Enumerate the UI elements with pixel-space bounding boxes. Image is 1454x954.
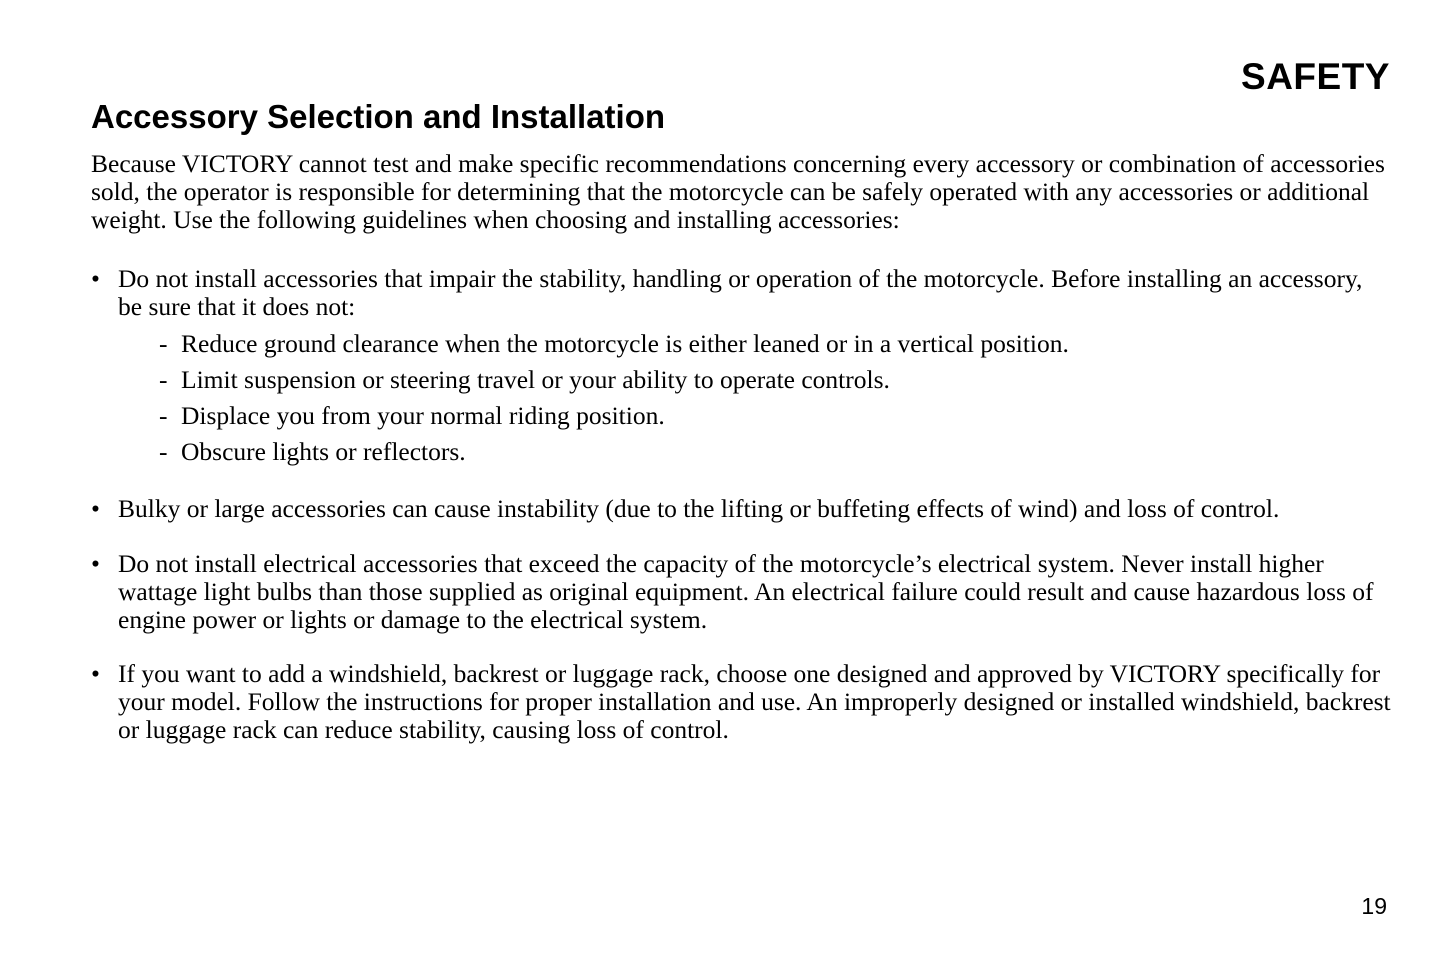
sub-list (159, 330, 1359, 474)
bullet-text: Bulky or large accessories can cause instability (due to the lifting or buffeting effects of wind) and loss of control. (118, 494, 1280, 523)
dash-mark: - (159, 365, 168, 394)
bullet-dot: • (91, 549, 100, 578)
bullet-text: Do not install electrical accessories that exceed the capacity of the motorcycle’s electrical system. Never install higher wattage light bulbs than those supplied as original equipment. An electrical failure could result and cause hazardous loss of engine power or lights or damage to the electrical system. (118, 549, 1374, 634)
sub-item-text: Reduce ground clearance when the motorcycle is either leaned or in a vertical position. (181, 329, 1069, 358)
bullet-text: If you want to add a windshield, backrest or luggage rack, choose one designed and approved by VICTORY specifically for your model. Follow the instructions for proper installation and use. An improperly designed or installed windshield, backrest or luggage rack can reduce stability, causing loss of control. (118, 659, 1391, 744)
bullet-item (91, 495, 1391, 523)
dash-mark: - (159, 329, 168, 358)
sub-item (159, 438, 1359, 474)
bullet-dot: • (91, 264, 100, 293)
sub-item-text: Limit suspension or steering travel or your ability to operate controls. (181, 365, 890, 394)
sub-item (159, 402, 1359, 438)
bullet-dot: • (91, 494, 100, 523)
page-number: 19 (1361, 893, 1387, 919)
dash-mark: - (159, 401, 168, 430)
page-title: Accessory Selection and Installation (91, 98, 666, 135)
bullet-item (91, 550, 1391, 634)
bullet-text: Do not install accessories that impair the stability, handling or operation of the motorcycle. Before installing an accessory, be sure that it does not: (118, 264, 1363, 321)
intro-paragraph: Because VICTORY cannot test and make specific recommendations concerning every accessory or combination of accessories sold, the operator is responsible for determining that the motorcycle can be safely operated with any accessories or additional weight. Use the following guidelines when choosing and installing accessories: (91, 149, 1385, 234)
bullet-item (91, 660, 1391, 744)
sub-item-text: Obscure lights or reflectors. (181, 437, 466, 466)
dash-mark: - (159, 437, 168, 466)
bullet-item (91, 265, 1391, 321)
section-label: SAFETY (1241, 56, 1390, 97)
sub-item (159, 366, 1359, 402)
sub-item (159, 330, 1359, 366)
bullet-dot: • (91, 659, 100, 688)
sub-item-text: Displace you from your normal riding position. (181, 401, 665, 430)
